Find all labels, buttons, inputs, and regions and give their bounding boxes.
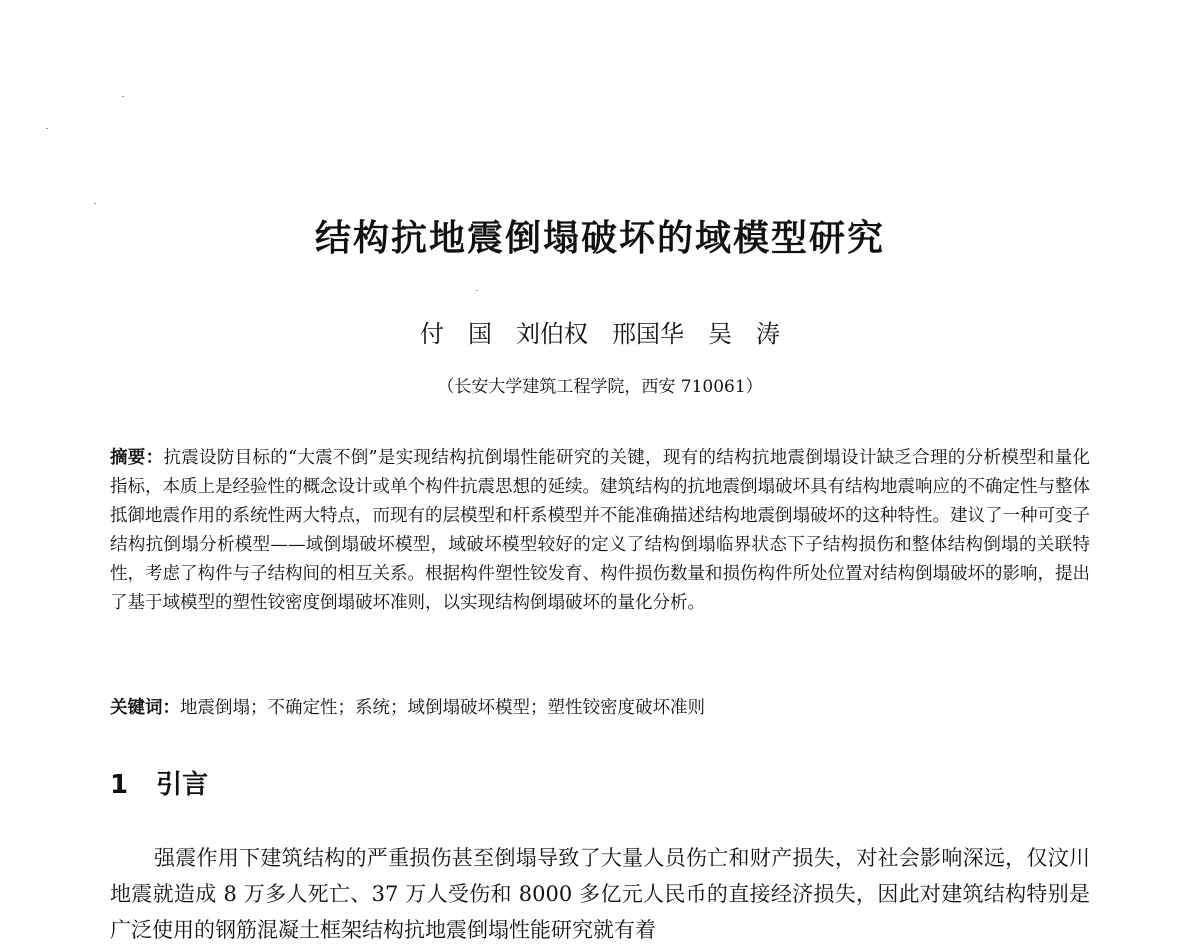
scan-speck [476,290,478,291]
scan-speck [94,203,96,204]
scan-speck [46,128,48,129]
keywords [110,694,1090,723]
section-heading [110,764,208,801]
body-paragraph: 强震作用下建筑结构的严重损伤甚至倒塌导致了大量人员伤亡和财产损失，对社会影响深远，仅汶川地震就造成 8 万多人死亡、37 万人受伤和 8000 多亿元人民币的直接经济损失，因此对建筑结构特别是广泛使用的钢筋混凝土框架结构抗地震倒塌性能研究就有着 [110,846,1090,942]
paper-affiliation: （长安大学建筑工程学院，西安 710061） [437,377,763,397]
keywords-text: 地震倒塌；不确定性；系统；域倒塌破坏模型；塑性铰密度破坏准则 [180,698,705,718]
scan-speck [122,96,124,97]
paper-authors: 付 国 刘伯权 邢国华 吴 涛 [420,320,780,348]
keywords-label: 关键词： [110,698,180,718]
abstract-text: 抗震设防目标的“大震不倒”是实现结构抗倒塌性能研究的关键，现有的结构抗地震倒塌设计缺乏合理的分析模型和量化指标，本质上是经验性的概念设计或单个构件抗震思想的延续。建筑结构的抗地震倒塌破坏具有结构地震响应的不确定性与整体抵御地震作用的系统性两大特点，而现有的层模型和杆系模型并不能准确描述结构地震倒塌破坏的这种特性。建议了一种可变子结构抗倒塌分析模型——域倒塌破坏模型，域破坏模型较好的定义了结构倒塌临界状态下子结构损伤和整体结构倒塌的关联特性，考虑了构件与子结构间的相互关系。根据构件塑性铰发育、构件损伤数量和损伤构件所处位置对结构倒塌破坏的影响，提出了基于域模型的塑性铰密度倒塌破坏准则，以实现结构倒塌破坏的量化分析。 [110,448,1091,613]
abstract [110,444,1090,618]
paper-title: 结构抗地震倒塌破坏的域模型研究 [314,218,885,259]
abstract-label: 摘要： [110,448,164,468]
section-number: 1 [110,770,129,800]
section-title: 引言 [156,770,209,800]
